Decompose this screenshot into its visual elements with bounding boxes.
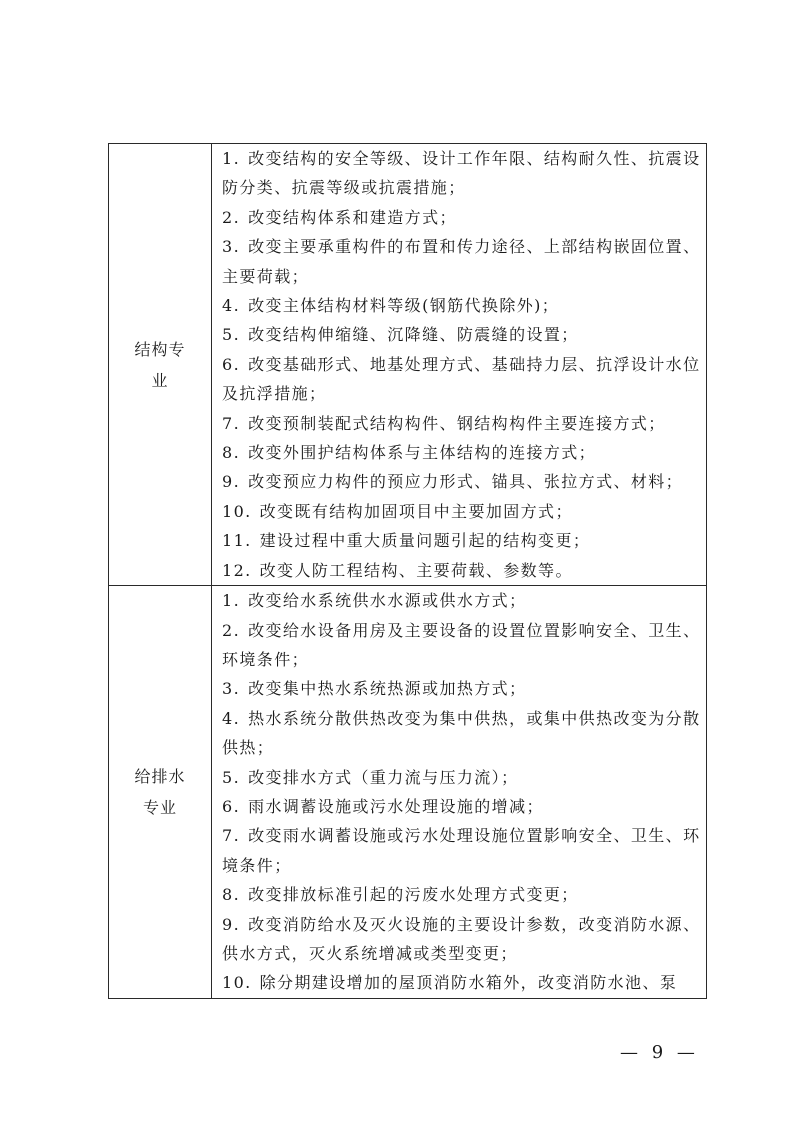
item-number: 2.: [222, 620, 241, 640]
item-number: 9.: [222, 472, 241, 492]
list-item: [222, 203, 702, 232]
list-item: [222, 350, 702, 409]
list-item: [222, 763, 702, 792]
list-item: [222, 968, 702, 997]
category-cell: [109, 144, 212, 586]
item-text: 改变雨水调蓄设施或污水处理设施位置影响安全、卫生、环境条件；: [222, 826, 701, 875]
item-text: 改变主要承重构件的布置和传力途径、上部结构嵌固位置、主要荷载；: [222, 237, 701, 286]
category-label-structure: 结构专业: [134, 339, 186, 390]
category-label-water: 给排水专业: [134, 766, 186, 817]
item-number: 10.: [222, 501, 252, 521]
items-cell: [212, 586, 707, 999]
list-item: [222, 467, 702, 496]
item-number: 12.: [222, 560, 252, 580]
list-item: [222, 144, 702, 203]
page-number: — 9 —: [620, 1042, 699, 1063]
item-text: 改变集中热水系统热源或加热方式；: [248, 679, 527, 699]
item-number: 5.: [222, 325, 241, 345]
item-number: 1.: [222, 149, 241, 168]
item-text: 除分期建设增加的屋顶消防水箱外，改变消防水池、泵: [259, 973, 678, 993]
item-number: 3.: [222, 237, 241, 257]
item-text: 热水系统分散供热改变为集中供热，或集中供热改变为分散供热；: [222, 708, 701, 758]
item-text: 雨水调蓄设施或污水处理设施的增减；: [248, 796, 544, 816]
item-text: 改变人防工程结构、主要荷载、参数等。: [259, 560, 573, 580]
list-item: [222, 704, 702, 763]
item-number: 8.: [222, 885, 241, 905]
category-cell: [109, 586, 212, 999]
item-text: 改变给水系统供水水源或供水方式；: [248, 591, 527, 611]
item-text: 建设过程中重大质量问题引起的结构变更；: [259, 531, 591, 551]
item-number: 10.: [222, 973, 252, 993]
list-item: [222, 586, 702, 615]
list-item: [222, 409, 702, 438]
item-number: 7.: [222, 413, 241, 433]
list-item: [222, 438, 702, 467]
item-number: 6.: [222, 354, 241, 374]
item-text: 改变基础形式、地基处理方式、基础持力层、抗浮设计水位及抗浮措施；: [222, 354, 701, 404]
item-number: 4.: [222, 708, 241, 728]
item-number: 1.: [222, 591, 241, 611]
list-item: [222, 497, 702, 526]
item-text: 改变既有结构加固项目中主要加固方式；: [259, 501, 573, 521]
item-text: 改变预应力构件的预应力形式、锚具、张拉方式、材料；: [248, 472, 684, 492]
item-number: 5.: [222, 767, 241, 787]
list-item: [222, 674, 702, 703]
item-text: 改变给水设备用房及主要设备的设置位置影响安全、卫生、环境条件；: [222, 620, 701, 669]
items-cell: [212, 144, 707, 586]
list-item: [222, 556, 702, 585]
list-item: [222, 320, 702, 349]
item-number: 4.: [222, 296, 241, 316]
list-item: [222, 616, 702, 675]
item-number: 6.: [222, 796, 241, 816]
list-item: [222, 232, 702, 291]
list-item: [222, 821, 702, 880]
list-item: [222, 910, 702, 969]
item-text: 改变结构的安全等级、设计工作年限、结构耐久性、抗震设防分类、抗震等级或抗震措施；: [222, 149, 701, 198]
item-number: 8.: [222, 443, 241, 463]
list-item: [222, 880, 702, 909]
list-item: [222, 792, 702, 821]
item-text: 改变消防给水及灭火设施的主要设计参数，改变消防水源、供水方式，灭火系统增减或类型变更；: [222, 914, 701, 963]
item-number: 9.: [222, 914, 241, 934]
item-number: 7.: [222, 826, 241, 846]
item-text: 改变排水方式（重力流与压力流）；: [248, 767, 519, 787]
item-text: 改变排放标准引起的污废水处理方式变更；: [248, 885, 579, 905]
item-text: 改变结构伸缩缝、沉降缝、防震缝的设置；: [248, 325, 579, 345]
change-criteria-table: [108, 143, 707, 999]
item-text: 改变预制装配式结构构件、钢结构构件主要连接方式；: [248, 413, 666, 433]
list-item: [222, 526, 702, 555]
item-text: 改变外围护结构体系与主体结构的连接方式；: [248, 443, 597, 463]
item-number: 3.: [222, 679, 241, 699]
list-item: [222, 291, 702, 320]
item-text: 改变结构体系和建造方式；: [248, 207, 457, 227]
item-number: 11.: [222, 531, 252, 551]
section-row-water-supply-drainage: [109, 586, 707, 999]
item-number: 2.: [222, 207, 241, 227]
item-text: 改变主体结构材料等级(钢筋代换除外)；: [248, 296, 560, 316]
section-row-structure: [109, 144, 707, 586]
